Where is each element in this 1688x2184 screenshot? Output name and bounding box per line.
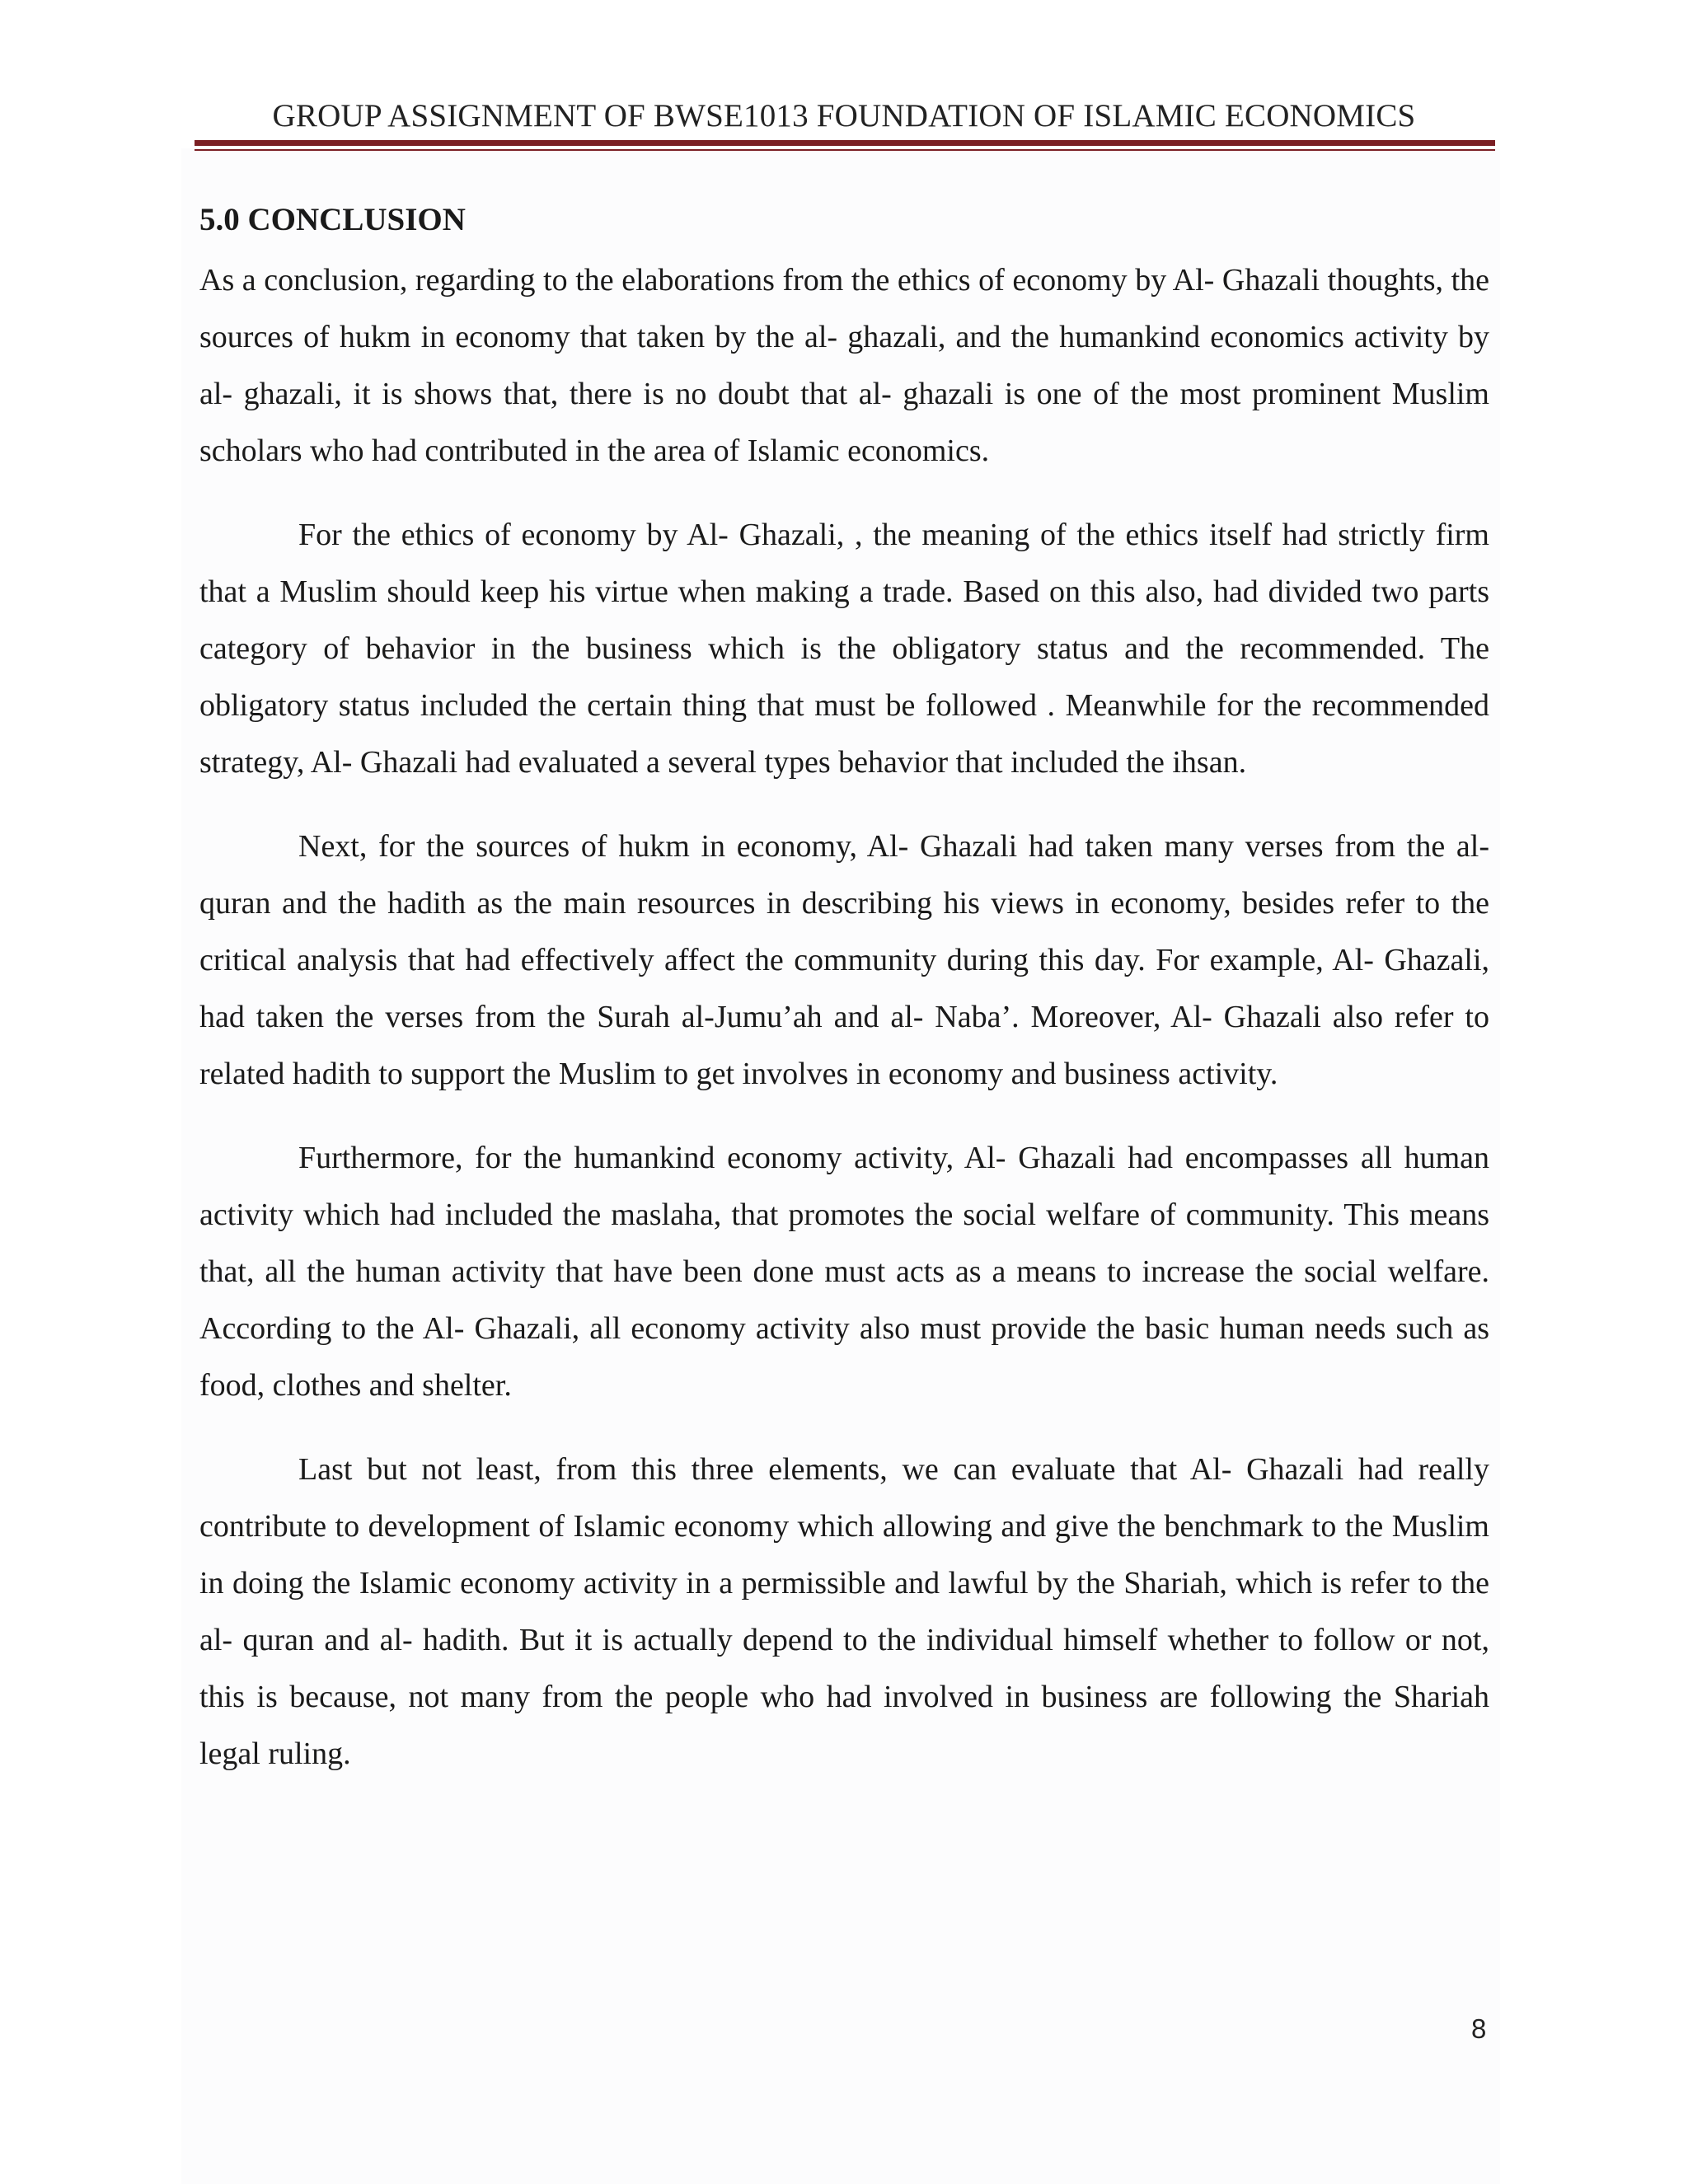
paragraph-ethics: For the ethics of economy by Al- Ghazali, , the meaning of the ethics itself had strictly firm that a Muslim should keep his virtue when making a trade. Based on this also, had divided two parts category of behavior in the business which is the obligatory status and the recommended. The obligatory status included the certain thing that must be followed . Meanwhile for the recommended strategy, Al- Ghazali had evaluated a several types behavior that included the ihsan. xyxy=(199,518,1489,780)
running-header: GROUP ASSIGNMENT OF BWSE1013 FOUNDATION OF ISLAMIC ECONOMICS xyxy=(272,98,1416,134)
paragraph-humankind-activity: Furthermore, for the humankind economy activity, Al- Ghazali had encompasses all human activity which had included the maslaha, that promotes the social welfare of community. This means that, all the human activity that have been done must acts as a means to increase the social welfare. According to the Al- Ghazali, all economy activity also must provide the basic human needs such as food, clothes and shelter. xyxy=(199,1141,1489,1403)
paragraph-intro: As a conclusion, regarding to the elaborations from the ethics of economy by Al- Ghazali thoughts, the sources of hukm in economy that taken by the al- ghazali, and the humankind economics activity by al- ghazali, it is shows that, there is no doubt that al- ghazali is one of the most prominent Muslim scholars who had contributed in the area of Islamic economics. xyxy=(199,263,1489,468)
document-body xyxy=(199,199,1489,1810)
paragraph-sources-of-hukm: Next, for the sources of hukm in economy, Al- Ghazali had taken many verses from the al- quran and the hadith as the main resources in describing his views in economy, besides refer to the critical analysis that had effectively affect the community during this day. For example, Al- Ghazali, had taken the verses from the Surah al-Jumu’ah and al- Naba’. Moreover, Al- Ghazali also refer to related hadith to support the Muslim to get involves in economy and business activity. xyxy=(199,829,1489,1091)
section-heading: 5.0 CONCLUSION xyxy=(199,202,466,237)
paragraph-final: Last but not least, from this three elements, we can evaluate that Al- Ghazali had really contribute to development of Islamic economy which allowing and give the benchmark to the Muslim in doing the Islamic economy activity in a permissible and lawful by the Shariah, which is refer to the al- quran and al- hadith. But it is actually depend to the individual himself whether to follow or not, this is because, not many from the people who had involved in business are following the Shariah legal ruling. xyxy=(199,1452,1489,1771)
header-rule-thick xyxy=(195,140,1495,146)
page-number: 8 xyxy=(1471,2013,1487,2044)
header-rule-thin xyxy=(195,149,1495,151)
